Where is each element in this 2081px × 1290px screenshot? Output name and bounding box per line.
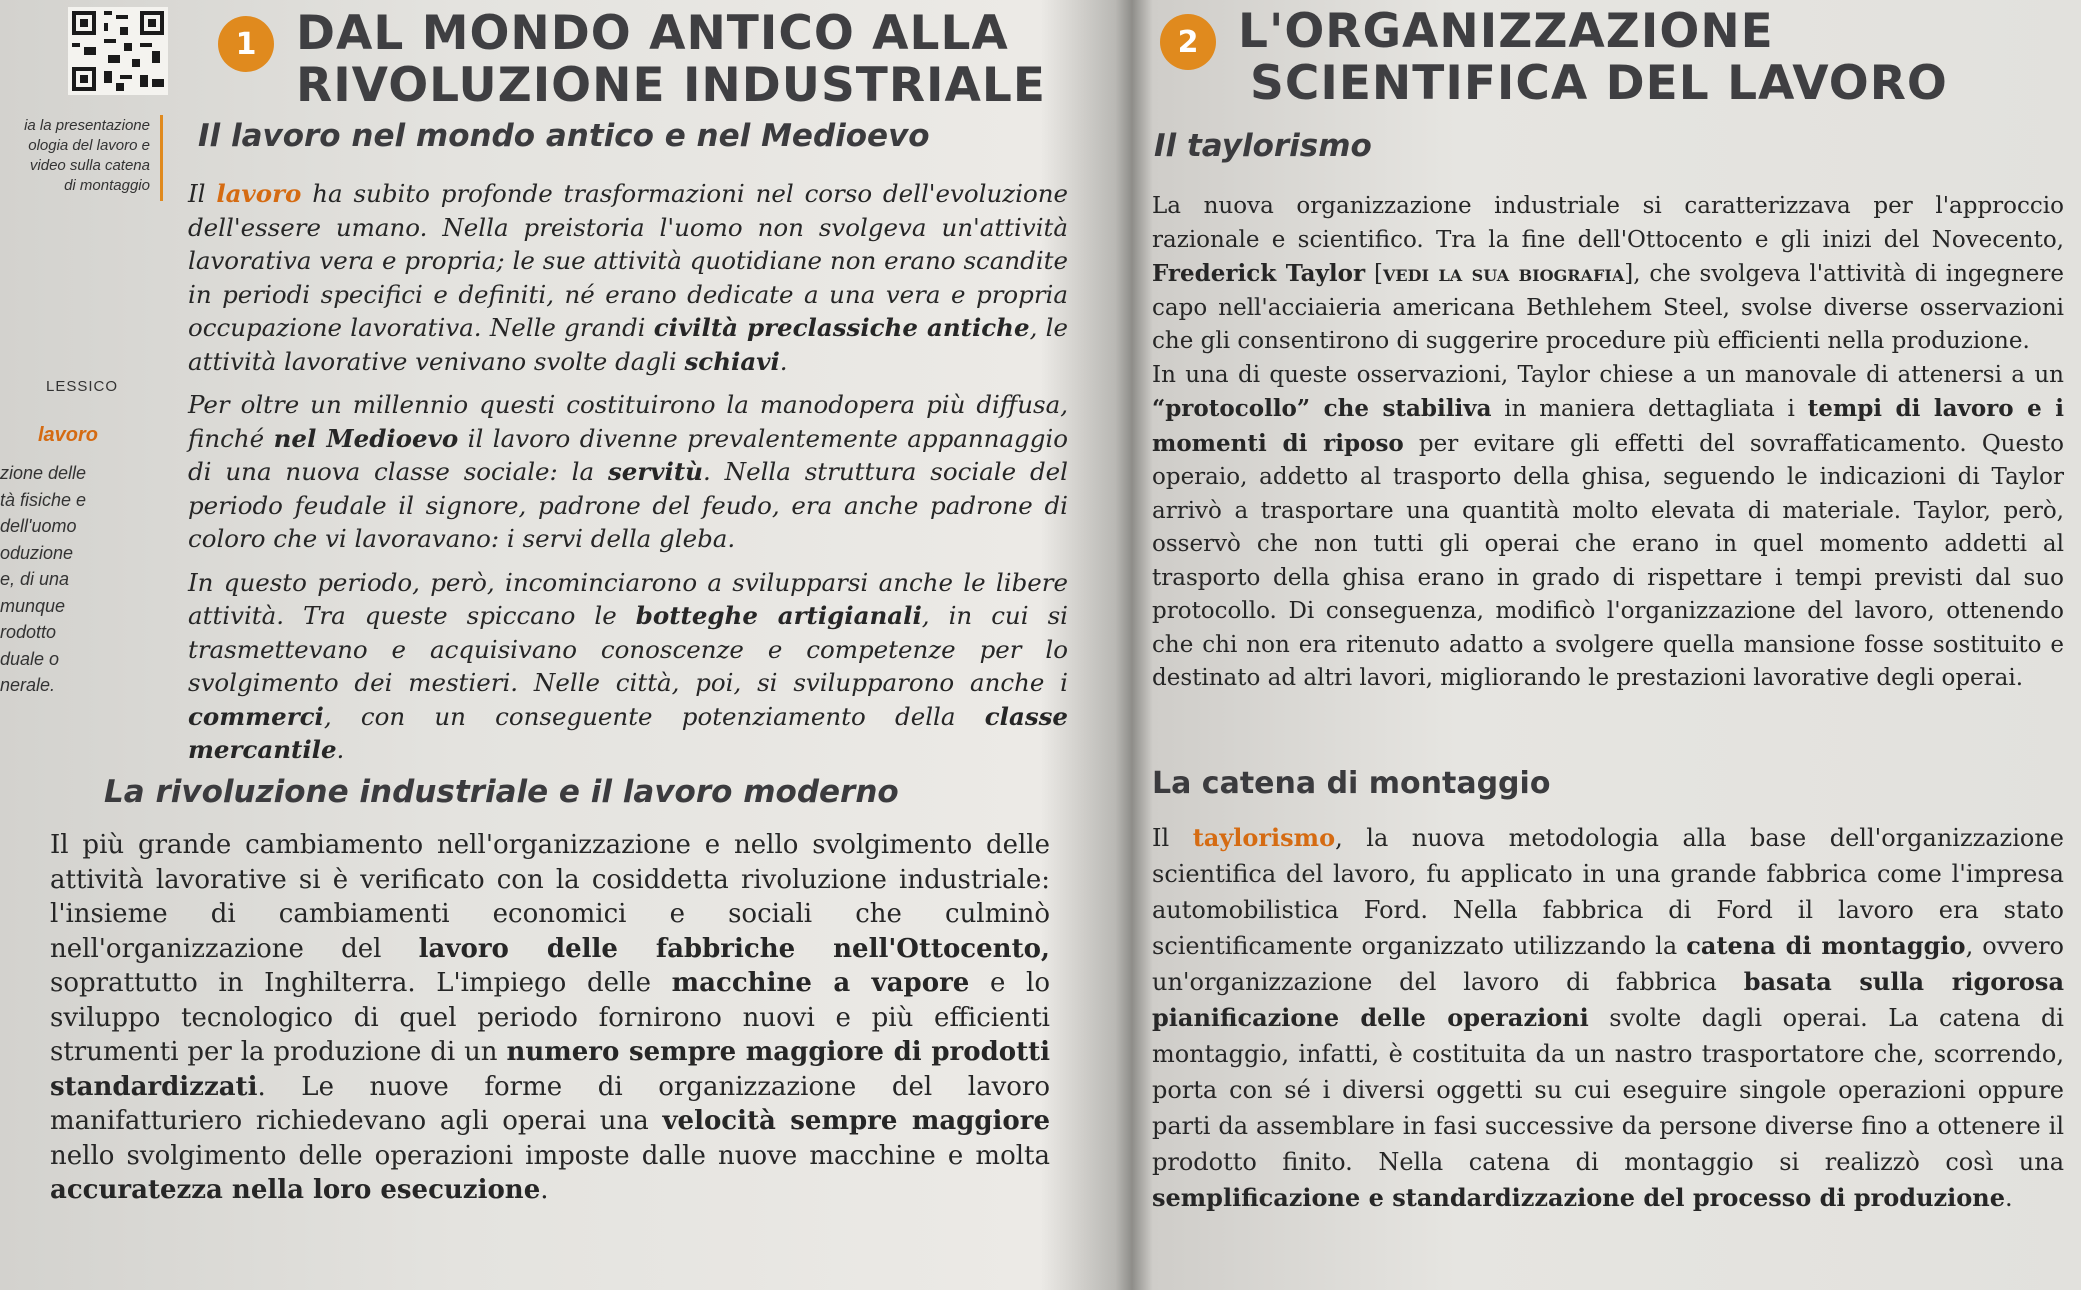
section-body-catena-montaggio bbox=[1152, 820, 2064, 1216]
section-heading-rivoluzione-industriale: La rivoluzione industriale e il lavoro moderno bbox=[104, 774, 899, 810]
section-body-rivoluzione-industriale bbox=[50, 828, 1050, 1208]
paragraph: Per oltre un millennio questi costituirono la manodopera più diffusa, finché nel Medioevo il lavoro divenne prevalentemente appannaggio di una nuova classe sociale: la servitù. Nella struttura sociale del periodo feudale il signore, padrone del feudo, era anche padrone di coloro che vi lavoravano: i servi della gleba. bbox=[188, 390, 1068, 553]
section-heading-catena-montaggio: La catena di montaggio bbox=[1152, 766, 1551, 801]
paragraph: Il taylorismo, la nuova metodologia alla base dell'organizzazione scientifica del lavoro, fu applicato in una grande fabbrica come l'impresa automobilistica Ford. Nella fabbrica di Ford il lavoro era stato scientificamente organizzato utilizzando la catena di montaggio, ovvero un'organizzazione del lavoro di fabbrica basata sulla rigorosa pianificazione delle operazioni svolte dagli operai. La catena di montaggio, infatti, è costituita da un nastro trasportatore che, scorrendo, porta con sé i diversi oggetti su cui eseguire singole operazioni oppure parti da assemblare in fasi successive da persone diverse fino a ottenere il prodotto finito. Nella catena di montaggio si realizzò così una semplificazione e standardizzazione del processo di produzione. bbox=[1152, 823, 2064, 1212]
margin-divider bbox=[160, 115, 163, 201]
paragraph: La nuova organizzazione industriale si caratterizzava per l'approccio razionale e scientifico. Tra la fine dell'Ottocento e gli inizi del Novecento, Frederick Taylor [vedi la sua biografia], che svolgeva l'attività di ingegnere capo nell'acciaieria americana Bethlehem Steel, svolse diverse osservazioni che gli consentirono di suggerire procedure più efficienti nella produzione. bbox=[1152, 193, 2064, 354]
lessico-label: LESSICO bbox=[46, 378, 119, 395]
section-heading-lavoro-antico: Il lavoro nel mondo antico e nel Medioevo bbox=[198, 118, 930, 154]
lessico-definition: zione delle tà fisiche e dell'uomo oduzione e, di una munque rodotto duale o nerale. bbox=[0, 463, 87, 695]
section-body-lavoro-antico bbox=[188, 177, 1068, 767]
paragraph: In questo periodo, però, incominciarono a svilupparsi anche le libere attività. Tra queste spiccano le botteghe artigianali, in cui si trasmettevano e acquisivano conoscenze e competenze per lo svolgimento dei mestieri. Nelle città, poi, si svilupparono anche i commerci, con un conseguente potenziamento della classe mercantile. bbox=[188, 567, 1068, 764]
chapter-number-badge: 2 bbox=[1160, 14, 1216, 70]
lessico-word: lavoro bbox=[38, 424, 99, 446]
chapter-title: L'ORGANIZZAZIONE SCIENTIFICA DEL LAVORO bbox=[1238, 4, 1948, 111]
section-heading-taylorismo: Il taylorismo bbox=[1154, 128, 1372, 164]
chapter-heading-1 bbox=[218, 8, 1046, 112]
right-page bbox=[1110, 0, 2081, 1290]
paragraph: Il lavoro ha subito profonde trasformazioni nel corso dell'evoluzione dell'essere umano. Nella preistoria l'uomo non svolgeva un'attività lavorativa vera e propria; le sue attività quotidiane non erano scandite in periodi specifici e definiti, né erano dedicate a una vera e propria occupazione lavorativa. Nelle grandi civiltà preclassiche antiche, le attività lavorative venivano svolte dagli schiavi. bbox=[188, 179, 1068, 376]
section-body-taylorismo bbox=[1152, 190, 2064, 696]
chapter-title: DAL MONDO ANTICO ALLA RIVOLUZIONE INDUSTRIALE bbox=[296, 6, 1046, 113]
paragraph: In una di queste osservazioni, Taylor chiese a un manovale di attenersi a un “protocollo” che stabiliva in maniera dettagliata i tempi di lavoro e i momenti di riposo per evitare gli effetti del sovraffaticamento. Questo operaio, addetto al trasporto della ghisa, seguendo le indicazioni di Taylor arrivò a trasportare una quantità molto elevata di materiale. Taylor, però, osservò che non tutti gli operai che erano in quel momento addetti al trasporto della ghisa erano in grado di rispettare i tempi previsti dal suo protocollo. Di conseguenza, modificò l'organizzazione del lavoro, ottenendo che chi non era ritenuto adatto a svolgere quella mansione fosse sostituito e destinato ad altri lavori, migliorando le prestazioni lavorative degli operai. bbox=[1152, 361, 2064, 691]
qr-code-icon[interactable] bbox=[68, 6, 168, 96]
chapter-number-badge: 1 bbox=[218, 16, 274, 72]
chapter-heading-2 bbox=[1160, 6, 1948, 110]
paragraph: Il più grande cambiamento nell'organizzazione e nello svolgimento delle attività lavorative si è verificato con la cosiddetta rivoluzione industriale: l'insieme di cambiamenti economici e sociali che culminò nell'organizzazione del lavoro delle fabbriche nell'Ottocento, soprattutto in Inghilterra. L'impiego delle macchine a vapore e lo sviluppo tecnologico di quel periodo fornirono nuovi e più efficienti strumenti per la produzione di un numero sempre maggiore di prodotti standardizzati. Le nuove forme di organizzazione del lavoro manifatturiero richiedevano agli operai una velocità sempre maggiore nello svolgimento delle operazioni imposte dalle nuove macchine e molta accuratezza nella loro esecuzione. bbox=[50, 830, 1050, 1205]
qr-caption: ia la presentazione ologia del lavoro e video sulla catena di montaggio bbox=[24, 117, 150, 194]
